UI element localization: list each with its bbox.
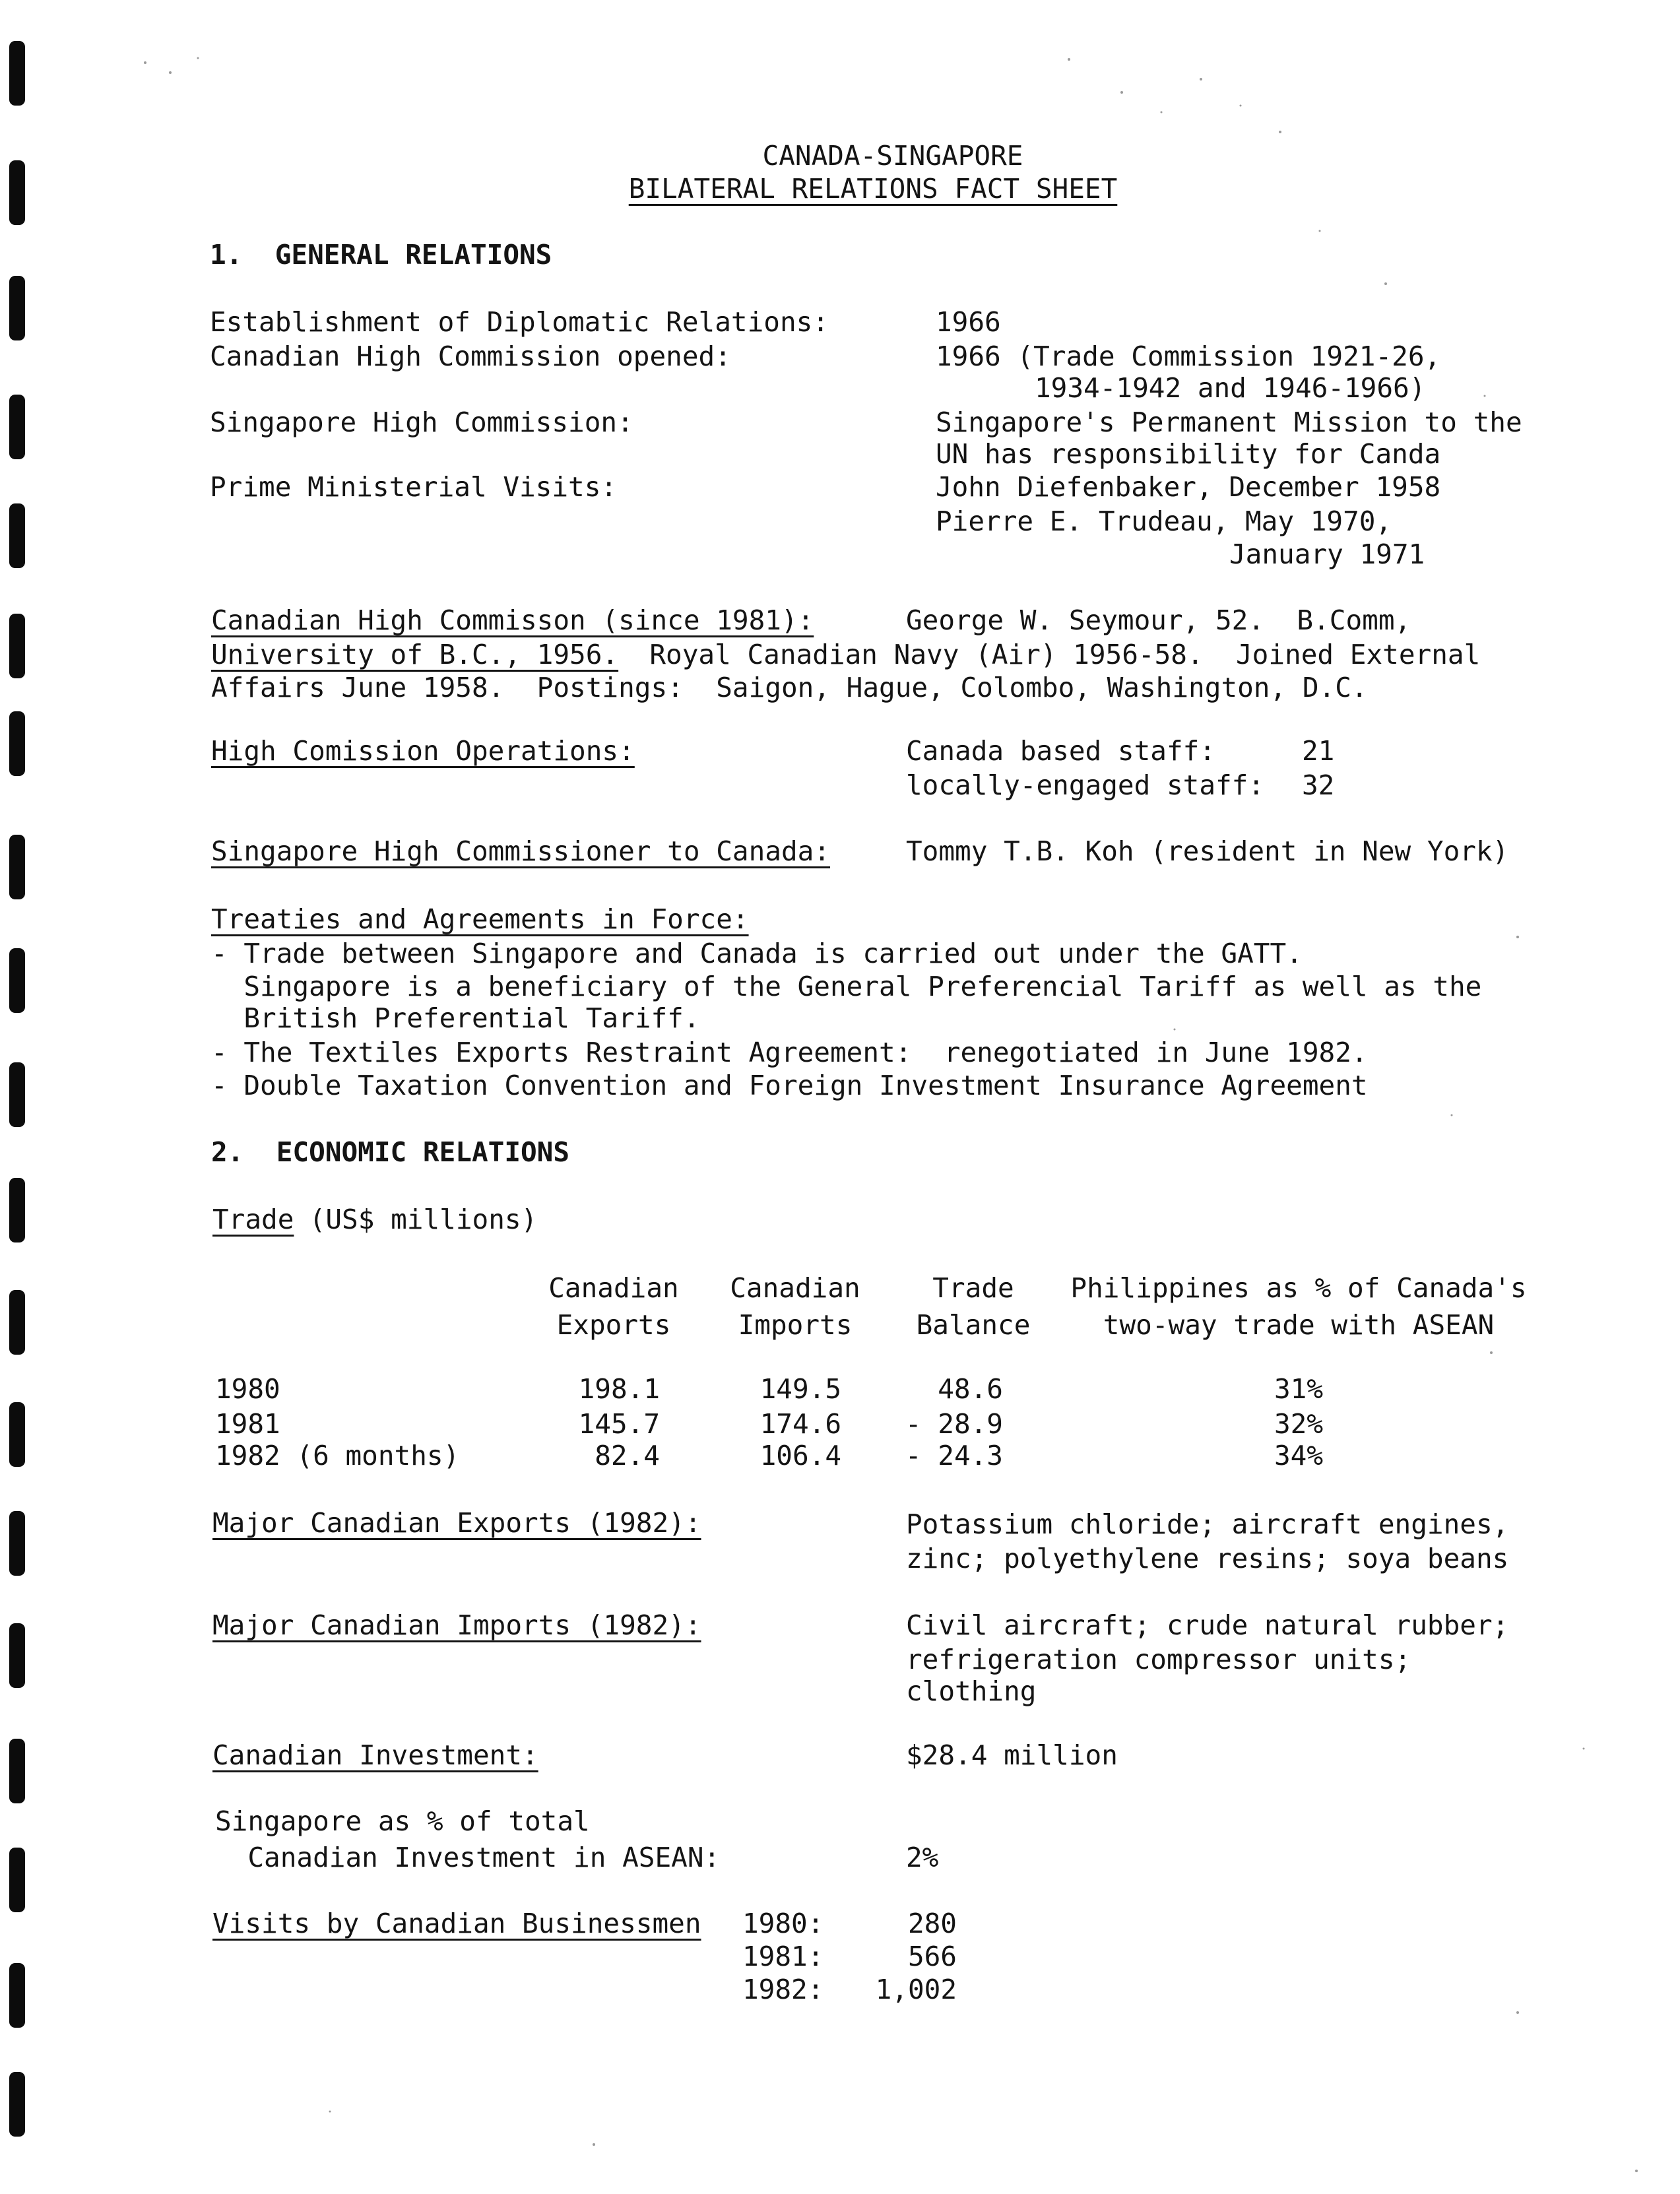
- binder-mark: [9, 2072, 25, 2137]
- visits-value: 1,002: [875, 1974, 957, 2005]
- binder-mark: [9, 948, 25, 1013]
- trade-share: 31%: [1274, 1373, 1324, 1405]
- fact-value: 1934-1942 and 1946-1966): [1035, 372, 1426, 404]
- trade-balance: 48.6: [938, 1373, 1003, 1405]
- trade-imports: 174.6: [759, 1408, 841, 1440]
- investment-label: Canadian Investment:: [212, 1739, 538, 1771]
- fact-label: Singapore High Commission:: [210, 406, 633, 438]
- operations-row-value: 32: [1302, 769, 1335, 801]
- trade-col-header: Canadian: [730, 1272, 860, 1304]
- fact-label: Prime Ministerial Visits:: [210, 471, 618, 503]
- trade-exports: 145.7: [578, 1408, 660, 1440]
- visits-value: 280: [907, 1908, 957, 1939]
- binder-mark: [9, 1511, 25, 1576]
- visits-label: Visits by Canadian Businessmen: [212, 1908, 701, 1939]
- sg-commissioner-label: Singapore High Commissioner to Canada:: [211, 835, 830, 867]
- operations-row-label: Canada based staff:: [906, 735, 1215, 767]
- investment-value: $28.4 million: [906, 1739, 1118, 1771]
- binder-mark: [9, 1623, 25, 1688]
- commissioner-bio: University of B.C., 1956.: [211, 639, 619, 670]
- sg-commissioner-value: Tommy T.B. Koh (resident in New York): [906, 835, 1509, 867]
- binder-mark: [9, 1178, 25, 1242]
- section-heading-economic: 2. ECONOMIC RELATIONS: [211, 1136, 570, 1168]
- fact-value: Singapore's Permanent Mission to the: [936, 406, 1522, 438]
- treaty-line: - The Textiles Exports Restraint Agreement: renegotiated in June 1982.: [211, 1037, 1368, 1068]
- trade-col-header: Trade: [932, 1272, 1014, 1304]
- trade-col-header: Philippines as % of Canada's: [1070, 1272, 1527, 1304]
- operations-row-value: 21: [1302, 735, 1335, 767]
- fact-value: Pierre E. Trudeau, May 1970,: [936, 505, 1392, 537]
- binder-mark: [9, 1739, 25, 1803]
- binder-mark: [9, 1402, 25, 1467]
- section-heading-general: 1. GENERAL RELATIONS: [210, 239, 552, 271]
- investment-share-label: Canadian Investment in ASEAN:: [215, 1842, 721, 1873]
- fact-label: Canadian High Commission opened:: [210, 340, 731, 372]
- fact-value: John Diefenbaker, December 1958: [936, 471, 1441, 503]
- binder-mark: [9, 503, 25, 568]
- fact-value: UN has responsibility for Canda: [936, 438, 1441, 470]
- visits-year: 1982:: [742, 1974, 824, 2005]
- treaty-line: British Preferential Tariff.: [211, 1002, 700, 1034]
- trade-col-header: two-way trade with ASEAN: [1103, 1309, 1495, 1341]
- imports-label: Major Canadian Imports (1982):: [212, 1609, 701, 1641]
- visits-value: 566: [907, 1941, 957, 1972]
- imports-line: refrigeration compressor units;: [906, 1644, 1411, 1675]
- fact-label: Establishment of Diplomatic Relations:: [210, 306, 829, 338]
- trade-year: 1982 (6 months): [215, 1440, 460, 1471]
- trade-col-header: Exports: [556, 1309, 671, 1341]
- trade-balance: - 28.9: [905, 1408, 1003, 1440]
- visits-year: 1980:: [742, 1908, 824, 1939]
- trade-col-header: Balance: [916, 1309, 1031, 1341]
- visits-year: 1981:: [742, 1941, 824, 1972]
- commissioner-bio: George W. Seymour, 52. B.Comm,: [906, 604, 1411, 636]
- imports-line: clothing: [906, 1675, 1037, 1707]
- trade-share: 34%: [1274, 1440, 1324, 1471]
- trade-year: 1981: [215, 1408, 280, 1440]
- trade-exports: 82.4: [595, 1440, 660, 1471]
- fact-value: 1966 (Trade Commission 1921-26,: [936, 340, 1441, 372]
- trade-col-header: Imports: [738, 1309, 853, 1341]
- binder-mark: [9, 395, 25, 459]
- binder-mark: [9, 614, 25, 678]
- trade-balance: - 24.3: [905, 1440, 1003, 1471]
- operations-label: High Comission Operations:: [211, 735, 635, 767]
- trade-share: 32%: [1274, 1408, 1324, 1440]
- imports-line: Civil aircraft; crude natural rubber;: [906, 1609, 1509, 1641]
- treaty-line: Singapore is a beneficiary of the General Preferencial Tariff as well as the: [211, 971, 1482, 1002]
- binder-mark: [9, 1290, 25, 1355]
- binder-mark: [9, 1062, 25, 1127]
- operations-row-label: locally-engaged staff:: [906, 769, 1265, 801]
- trade-col-header: Canadian: [548, 1272, 679, 1304]
- exports-label: Major Canadian Exports (1982):: [212, 1507, 701, 1539]
- treaties-label: Treaties and Agreements in Force:: [211, 903, 749, 935]
- binder-mark: [9, 41, 25, 106]
- commissioner-bio: Royal Canadian Navy (Air) 1956-58. Joined External: [617, 639, 1481, 670]
- treaty-line: - Trade between Singapore and Canada is carried out under the GATT.: [211, 938, 1303, 969]
- exports-line: zinc; polyethylene resins; soya beans: [906, 1543, 1509, 1574]
- investment-share-value: 2%: [906, 1842, 939, 1873]
- fact-value: January 1971: [1229, 538, 1425, 570]
- trade-imports: 149.5: [759, 1373, 841, 1405]
- trade-unit: (US$ millions): [293, 1204, 538, 1235]
- exports-line: Potassium chloride; aircraft engines,: [906, 1508, 1509, 1540]
- binder-mark: [9, 276, 25, 340]
- investment-share-label: Singapore as % of total: [215, 1805, 590, 1837]
- binder-mark: [9, 835, 25, 899]
- commissioner-bio: Affairs June 1958. Postings: Saigon, Hague, Colombo, Washington, D.C.: [211, 672, 1368, 703]
- doc-title-line2: BILATERAL RELATIONS FACT SHEET: [628, 173, 1118, 205]
- binder-mark: [9, 160, 25, 225]
- binder-mark: [9, 711, 25, 776]
- binder-mark: [9, 1963, 25, 2028]
- commissioner-label: Canadian High Commisson (since 1981):: [211, 604, 814, 636]
- trade-exports: 198.1: [578, 1373, 660, 1405]
- trade-label: Trade: [212, 1204, 294, 1235]
- trade-year: 1980: [215, 1373, 280, 1405]
- doc-title-line1: CANADA-SINGAPORE: [762, 140, 1023, 172]
- trade-imports: 106.4: [759, 1440, 841, 1471]
- treaty-line: - Double Taxation Convention and Foreign Investment Insurance Agreement: [211, 1070, 1368, 1101]
- binder-mark: [9, 1848, 25, 1912]
- fact-value: 1966: [936, 306, 1001, 338]
